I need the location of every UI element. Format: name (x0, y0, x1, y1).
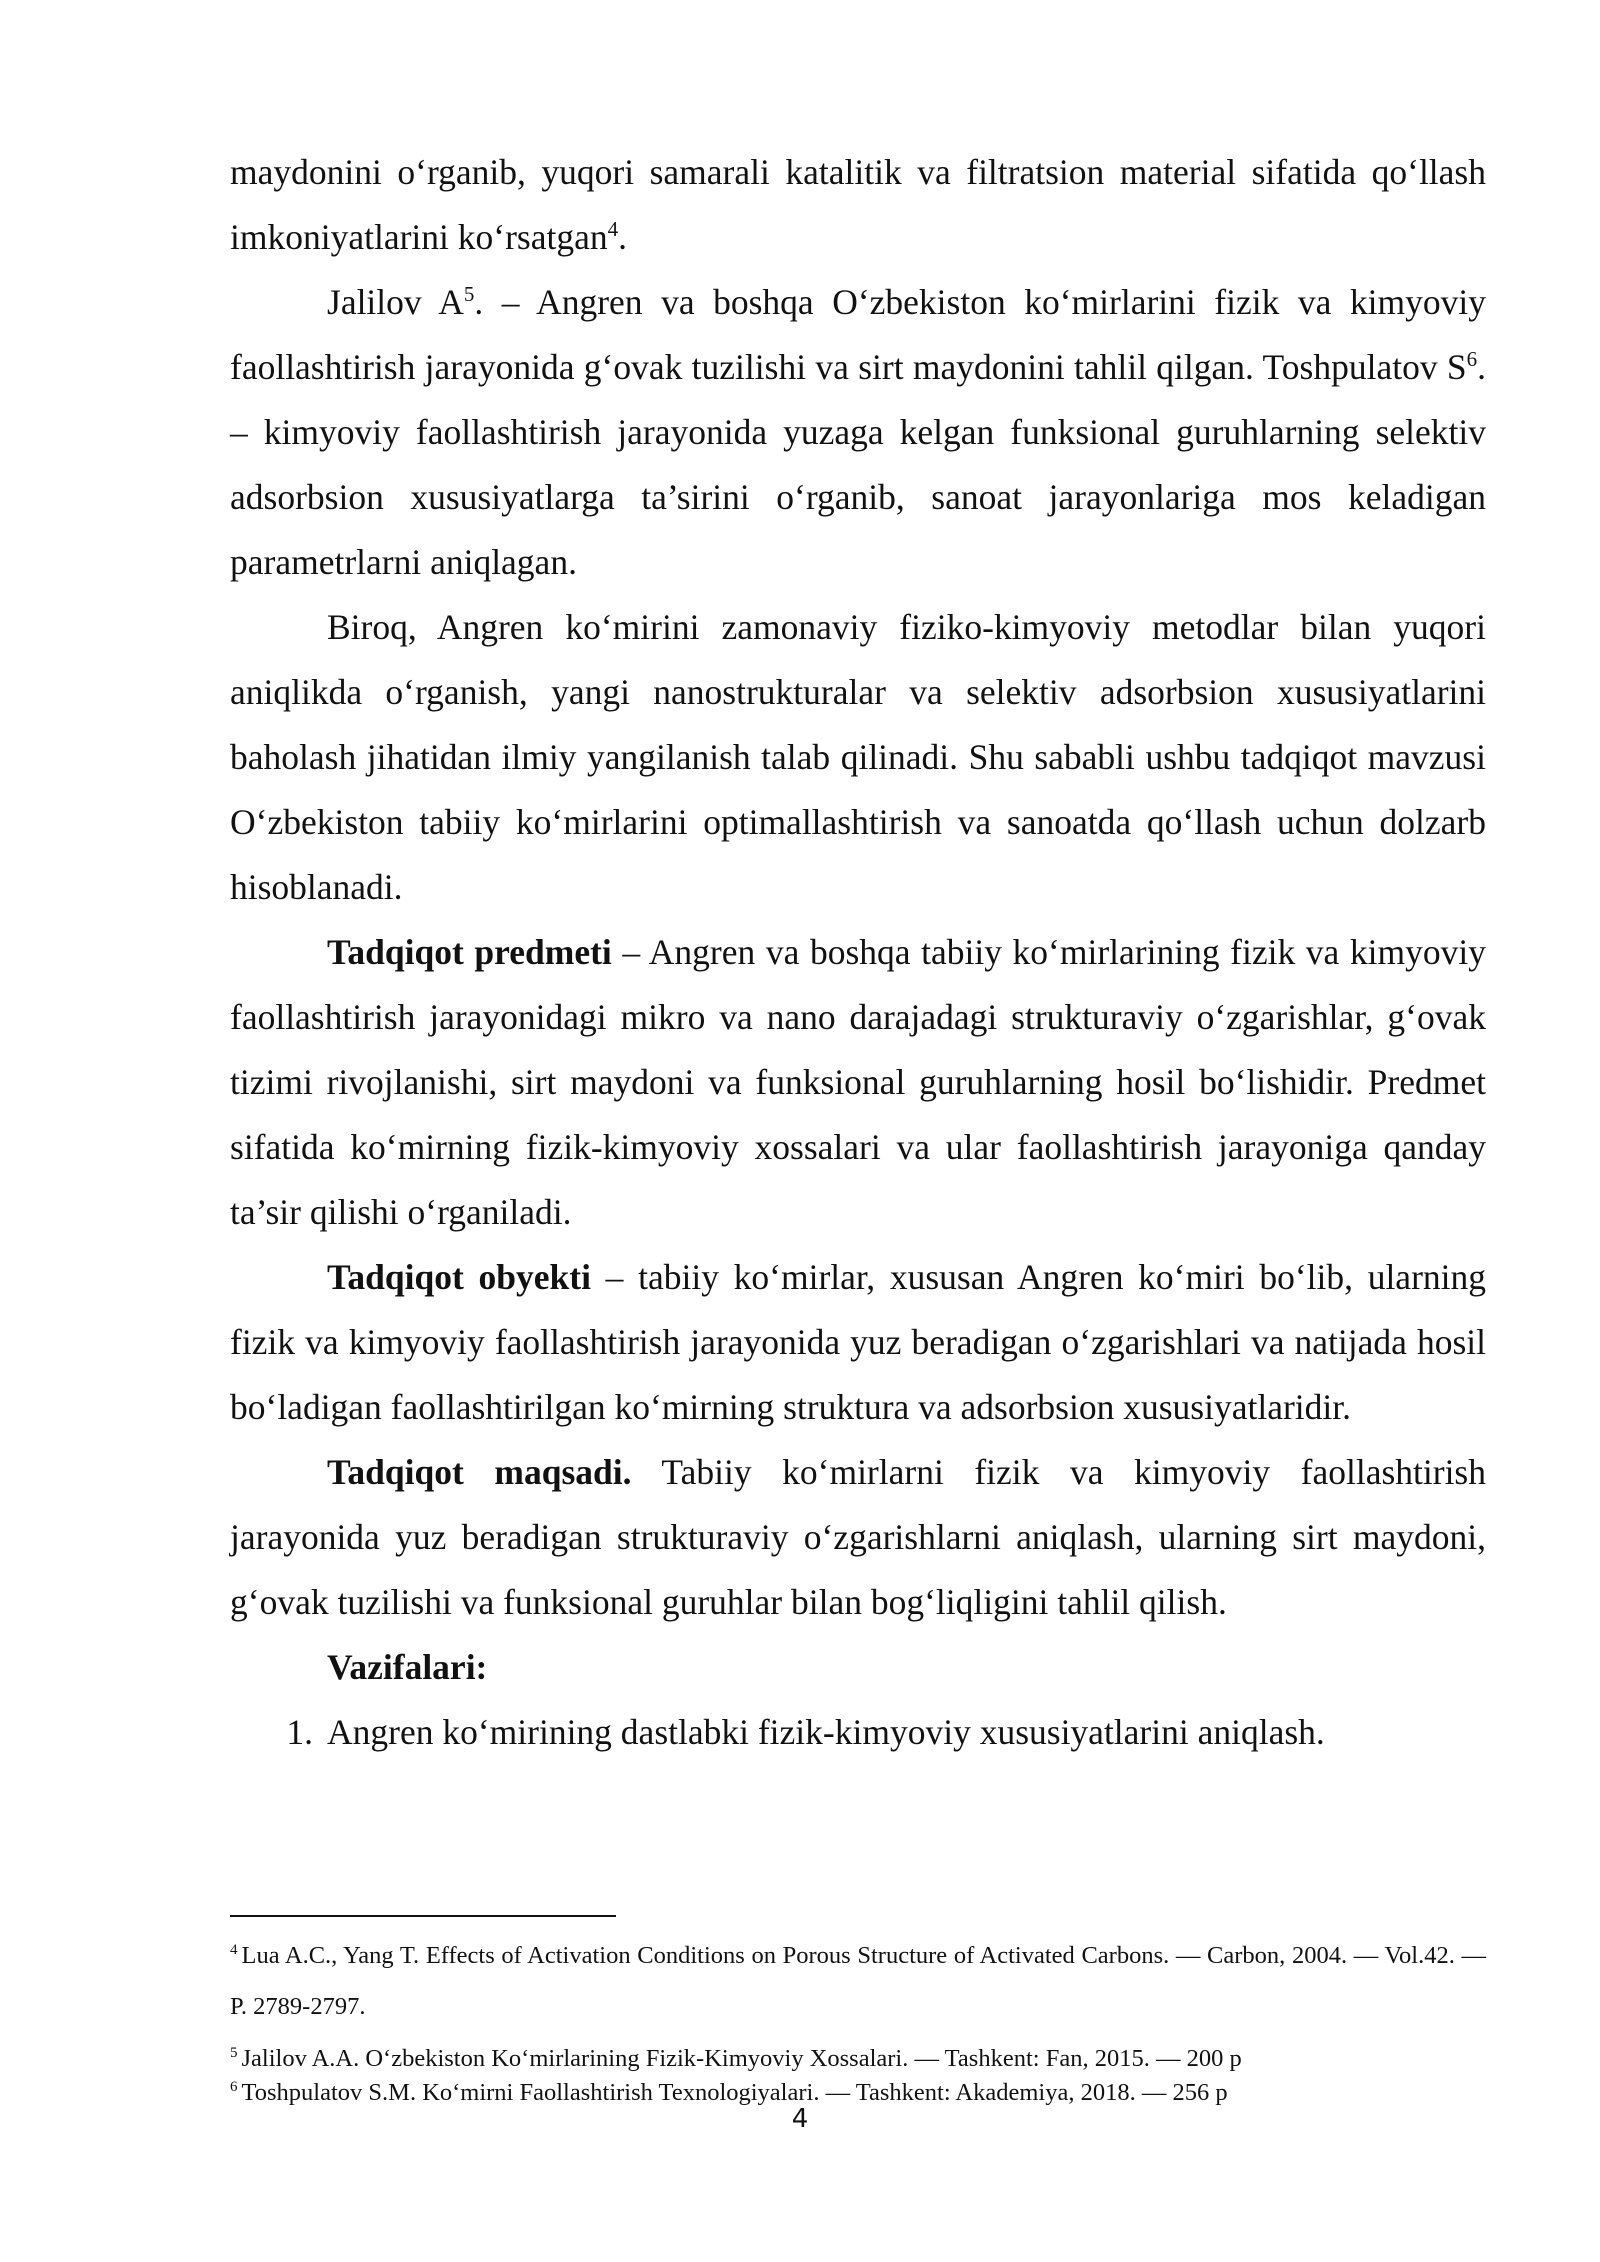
footnote-text: Toshpulatov S.M. Ko‘mirni Faollashtirish Texnologiyalari. — Tashkent: Akademiya, 2018. — 256 p (241, 2079, 1228, 2106)
term-research-goal: Tadqiqot maqsadi. (327, 1452, 632, 1492)
footnote-number: 6 (230, 2079, 238, 2095)
list-item (230, 1700, 1486, 1765)
footnote-number: 5 (230, 2045, 238, 2061)
author-jalilov: Jalilov A (327, 282, 464, 322)
author-jalilov-text: . – Angren va boshqa O‘zbekiston ko‘mirlarini fizik va kimyoviy faollashtirish jarayonida g‘ovak tuzilishi va sirt maydonini tahlil qilgan. Toshpulatov S (230, 282, 1486, 387)
term-research-object: Tadqiqot obyekti (327, 1257, 591, 1297)
paragraph-research-object (230, 1245, 1486, 1440)
research-subject-text: – Angren va boshqa tabiiy ko‘mirlarining fizik va kimyoviy faollashtirish jarayonidagi mikro va nano darajadagi strukturaviy o‘zgarishlar, g‘ovak tizimi rivojlanishi, sirt maydoni va funksional guruhlarning hosil bo‘lishidir. Predmet sifatida ko‘mirning fizik-kimyoviy xossalari va ular faollashtirish jarayoniga qanday ta’sir qilishi o‘rganiladi. (230, 932, 1486, 1232)
task-list (230, 1700, 1486, 1765)
footnote-4 (230, 1930, 1486, 2032)
paragraph-text: maydonini o‘rganib, yuqori samarali katalitik va filtratsion material sifatida qo‘llash imkoniyatlarini ko‘rsatgan (230, 152, 1486, 257)
footnote-text: Jalilov A.A. O‘zbekiston Ko‘mirlarining Fizik-Kimyoviy Xossalari. — Tashkent: Fan, 2015. — 200 p (241, 2045, 1242, 2072)
page-body (230, 140, 1486, 1765)
paragraph-continuation (230, 140, 1486, 270)
paragraph-authors (230, 270, 1486, 595)
paragraph-end: . (618, 217, 627, 257)
footnote-separator (230, 1915, 616, 1917)
footnote-5 (230, 2042, 1486, 2076)
paragraph-research-subject (230, 920, 1486, 1245)
footnote-ref-6[interactable]: 6 (1466, 347, 1478, 371)
tasks-heading: Vazifalari: (327, 1647, 488, 1687)
paragraph-research-goal (230, 1440, 1486, 1635)
footnote-text: Lua A.C., Yang T. Effects of Activation Conditions on Porous Structure of Activated Carbons. — Carbon, 2004. — Vol.42. — P. 2789-2797. (230, 1942, 1486, 2020)
task-text: Angren ko‘mirining dastlabki fizik-kimyoviy xususiyatlarini aniqlash. (327, 1712, 1325, 1752)
footnote-ref-5[interactable]: 5 (463, 282, 475, 306)
task-number: 1. (286, 1712, 313, 1752)
footnote-ref-4[interactable]: 4 (607, 217, 619, 241)
term-research-subject: Tadqiqot predmeti (327, 932, 612, 972)
research-goal-text: Tabiiy ko‘mirlarni fizik va kimyoviy faollashtirish jarayonida yuz beradigan strukturaviy o‘zgarishlarni aniqlash, ularning sirt maydoni, g‘ovak tuzilishi va funksional guruhlar bilan bog‘liqligini tahlil qilish. (230, 1452, 1486, 1622)
page-number: 4 (791, 2104, 809, 2134)
footnotes (230, 1930, 1486, 2110)
footnote-number: 4 (230, 1942, 238, 1958)
research-object-text: – tabiiy ko‘mirlar, xususan Angren ko‘miri bo‘lib, ularning fizik va kimyoviy faollashtirish jarayonida yuz beradigan o‘zgarishlari va natijada hosil bo‘ladigan faollashtirilgan ko‘mirning struktura va adsorbsion xususiyatlaridir. (230, 1257, 1487, 1427)
paragraph-relevance: Biroq, Angren ko‘mirini zamonaviy fiziko-kimyoviy metodlar bilan yuqori aniqlikda o‘rganish, yangi nanostrukturalar va selektiv adsorbsion xususiyatlarini baholash jihatidan ilmiy yangilanish talab qilinadi. Shu sababli ushbu tadqiqot mavzusi O‘zbekiston tabiiy ko‘mirlarini optimallashtirish va sanoatda qo‘llash uchun dolzarb hisoblanadi. (230, 607, 1486, 907)
author-toshpulatov-text: . – kimyoviy faollashtirish jarayonida yuzaga kelgan funksional guruhlarning selektiv adsorbsion xususiyatlarga ta’sirini o‘rganib, sanoat jarayonlariga mos keladigan parametrlarni aniqlagan. (230, 347, 1486, 582)
